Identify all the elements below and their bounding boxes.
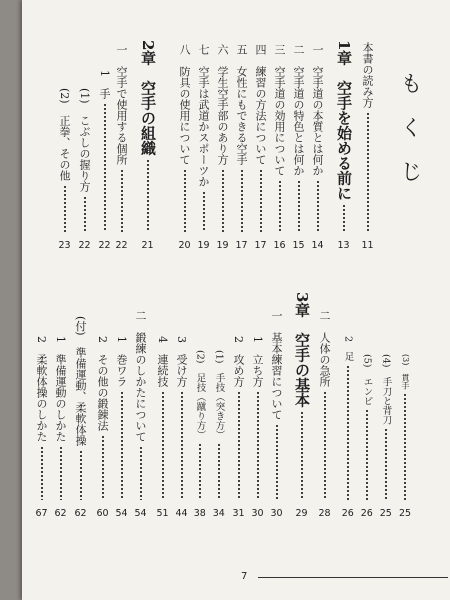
toc-leader-dots bbox=[64, 185, 66, 232]
toc-leader-dots bbox=[241, 169, 243, 232]
toc-leader-dots bbox=[367, 112, 369, 232]
toc-leader-dots bbox=[366, 409, 368, 500]
toc-page-number: 31 bbox=[232, 508, 245, 519]
toc-page-number: 62 bbox=[74, 508, 87, 519]
toc-entry-text: 一 空手道の本質とは何か bbox=[311, 44, 324, 176]
footer-rule bbox=[258, 577, 448, 578]
toc-leader-dots bbox=[404, 393, 406, 500]
toc-leader-dots bbox=[324, 391, 326, 500]
toc-leader-dots bbox=[347, 365, 349, 500]
toc-leader-dots bbox=[104, 103, 106, 232]
toc-leader-dots bbox=[80, 450, 82, 500]
toc-entry-text: 3章 空手の基本 bbox=[293, 292, 311, 408]
toc-page-number: 44 bbox=[175, 508, 188, 519]
toc-page-number: 26 bbox=[341, 508, 354, 519]
toc-page-number: 19 bbox=[216, 240, 229, 251]
toc-entry-text: 1章 空手を始める前に bbox=[335, 40, 353, 201]
toc-page-number: 16 bbox=[273, 240, 286, 251]
toc-page-number: 30 bbox=[251, 508, 264, 519]
toc-leader-dots bbox=[260, 169, 262, 232]
toc-leader-dots bbox=[60, 446, 62, 500]
toc-entry-text: 1 手 bbox=[98, 70, 111, 99]
toc-entry-text: 1 準備運動のしかた bbox=[54, 336, 67, 442]
toc-entry-text: 六 学生空手部のあり方 bbox=[216, 44, 229, 165]
toc-page-number: 51 bbox=[156, 508, 169, 519]
toc-page-number: 15 bbox=[292, 240, 305, 251]
toc-entry-text: 2章 空手の組織 bbox=[139, 40, 157, 156]
toc-page-number: 13 bbox=[337, 240, 350, 251]
toc-page-number: 22 bbox=[78, 240, 91, 251]
toc-entry-text: 二 鍛練のしかたについて bbox=[134, 310, 147, 442]
toc-page-number: 67 bbox=[35, 508, 48, 519]
toc-entry-text: 一 空手で使用する個所 bbox=[115, 44, 128, 165]
toc-entry-text: (2) 正拳、その他 bbox=[58, 88, 71, 181]
toc-leader-dots bbox=[199, 443, 201, 500]
toc-page-number: 17 bbox=[235, 240, 248, 251]
toc-entry-text: 二 人体の急所 bbox=[318, 310, 331, 387]
toc-leader-dots bbox=[276, 424, 278, 500]
toc-page-number: 54 bbox=[134, 508, 147, 519]
toc-entry-text: 3 受け方 bbox=[175, 336, 188, 387]
toc-entry-text: (1) 手技（突き方） bbox=[213, 350, 225, 440]
toc-page-number: 22 bbox=[115, 240, 128, 251]
toc-leader-dots bbox=[257, 391, 259, 500]
toc-page-number: 14 bbox=[311, 240, 324, 251]
toc-entry-text: (3) 貫手 bbox=[401, 354, 410, 390]
toc-page-number: 11 bbox=[361, 240, 374, 251]
toc-leader-dots bbox=[385, 428, 387, 500]
toc-page-number: 17 bbox=[254, 240, 267, 251]
toc-leader-dots bbox=[298, 180, 300, 232]
toc-entry-text: 2 攻め方 bbox=[232, 336, 245, 387]
toc-entry-text: 2 足 bbox=[342, 336, 354, 362]
toc-page-number: 25 bbox=[379, 508, 392, 519]
toc-leader-dots bbox=[102, 435, 104, 500]
toc-entry-text: 二 空手道の特色とは何か bbox=[292, 44, 305, 176]
toc-leader-dots bbox=[343, 204, 345, 232]
toc-page-number: 30 bbox=[270, 508, 283, 519]
toc-leader-dots bbox=[147, 159, 149, 232]
toc-page-number: 20 bbox=[178, 240, 191, 251]
toc-leader-dots bbox=[222, 169, 224, 232]
toc-entry-text: 五 女性にもできる空手 bbox=[235, 44, 248, 165]
toc-entry-text: 2 柔軟体操のしかた bbox=[35, 336, 48, 442]
toc-page-number: 54 bbox=[115, 508, 128, 519]
toc-page-number: 29 bbox=[295, 508, 308, 519]
toc-leader-dots bbox=[181, 391, 183, 500]
toc-leader-dots bbox=[279, 180, 281, 232]
toc-entry-text: (2) 足技（蹴り方） bbox=[194, 350, 206, 440]
toc-page-number: 62 bbox=[54, 508, 67, 519]
toc-entry-text: (1) こぶしの握り方 bbox=[78, 88, 91, 192]
toc-page-number: 28 bbox=[318, 508, 331, 519]
toc-page-number: 19 bbox=[197, 240, 210, 251]
toc-entry-text: 四 練習の方法について bbox=[254, 44, 267, 165]
toc-leader-dots bbox=[238, 391, 240, 500]
toc-page-number: 60 bbox=[96, 508, 109, 519]
toc-leader-dots bbox=[140, 446, 142, 500]
toc-entry-text: 一 基本練習について bbox=[270, 310, 283, 420]
toc-entry-text: 2 その他の鍛錬法 bbox=[96, 336, 109, 431]
book-page bbox=[22, 0, 450, 600]
toc-entry-text: 七 空手は武道かスポーツか bbox=[197, 44, 210, 187]
toc-page-number: 26 bbox=[360, 508, 373, 519]
toc-leader-dots bbox=[218, 443, 220, 500]
toc-leader-dots bbox=[84, 196, 86, 232]
toc-leader-dots bbox=[121, 391, 123, 500]
toc-leader-dots bbox=[121, 169, 123, 232]
toc-leader-dots bbox=[203, 191, 205, 232]
toc-entry-text: 本書の読み方 bbox=[361, 42, 374, 108]
page-heading: もくじ bbox=[397, 72, 422, 204]
toc-entry-text: (4) 手刀と背刀 bbox=[380, 354, 392, 425]
toc-entry-text: 三 空手道の効用について bbox=[273, 44, 286, 176]
toc-leader-dots bbox=[162, 391, 164, 500]
toc-page-number: 21 bbox=[141, 240, 154, 251]
toc-page-number: 34 bbox=[212, 508, 225, 519]
toc-entry-text: 4 連続技 bbox=[156, 336, 169, 387]
toc-page-number: 25 bbox=[398, 508, 412, 519]
toc-leader-dots bbox=[41, 446, 43, 500]
page-number: 7 bbox=[241, 571, 248, 582]
toc-page-number: 38 bbox=[193, 508, 206, 519]
toc-entry-text: (付) 準備運動、柔軟体操 bbox=[74, 316, 87, 446]
toc-leader-dots bbox=[317, 180, 319, 232]
toc-leader-dots bbox=[184, 169, 186, 232]
toc-page-number: 23 bbox=[58, 240, 71, 251]
toc-entry-text: 1 立ち方 bbox=[251, 336, 264, 387]
toc-leader-dots bbox=[301, 411, 303, 500]
toc-entry-text: (5) エンピ bbox=[361, 354, 373, 406]
toc-page-number: 22 bbox=[98, 240, 111, 251]
toc-entry-text: 1 巻ワラ bbox=[115, 336, 128, 387]
toc-entry-text: 八 防具の使用について bbox=[178, 44, 191, 165]
